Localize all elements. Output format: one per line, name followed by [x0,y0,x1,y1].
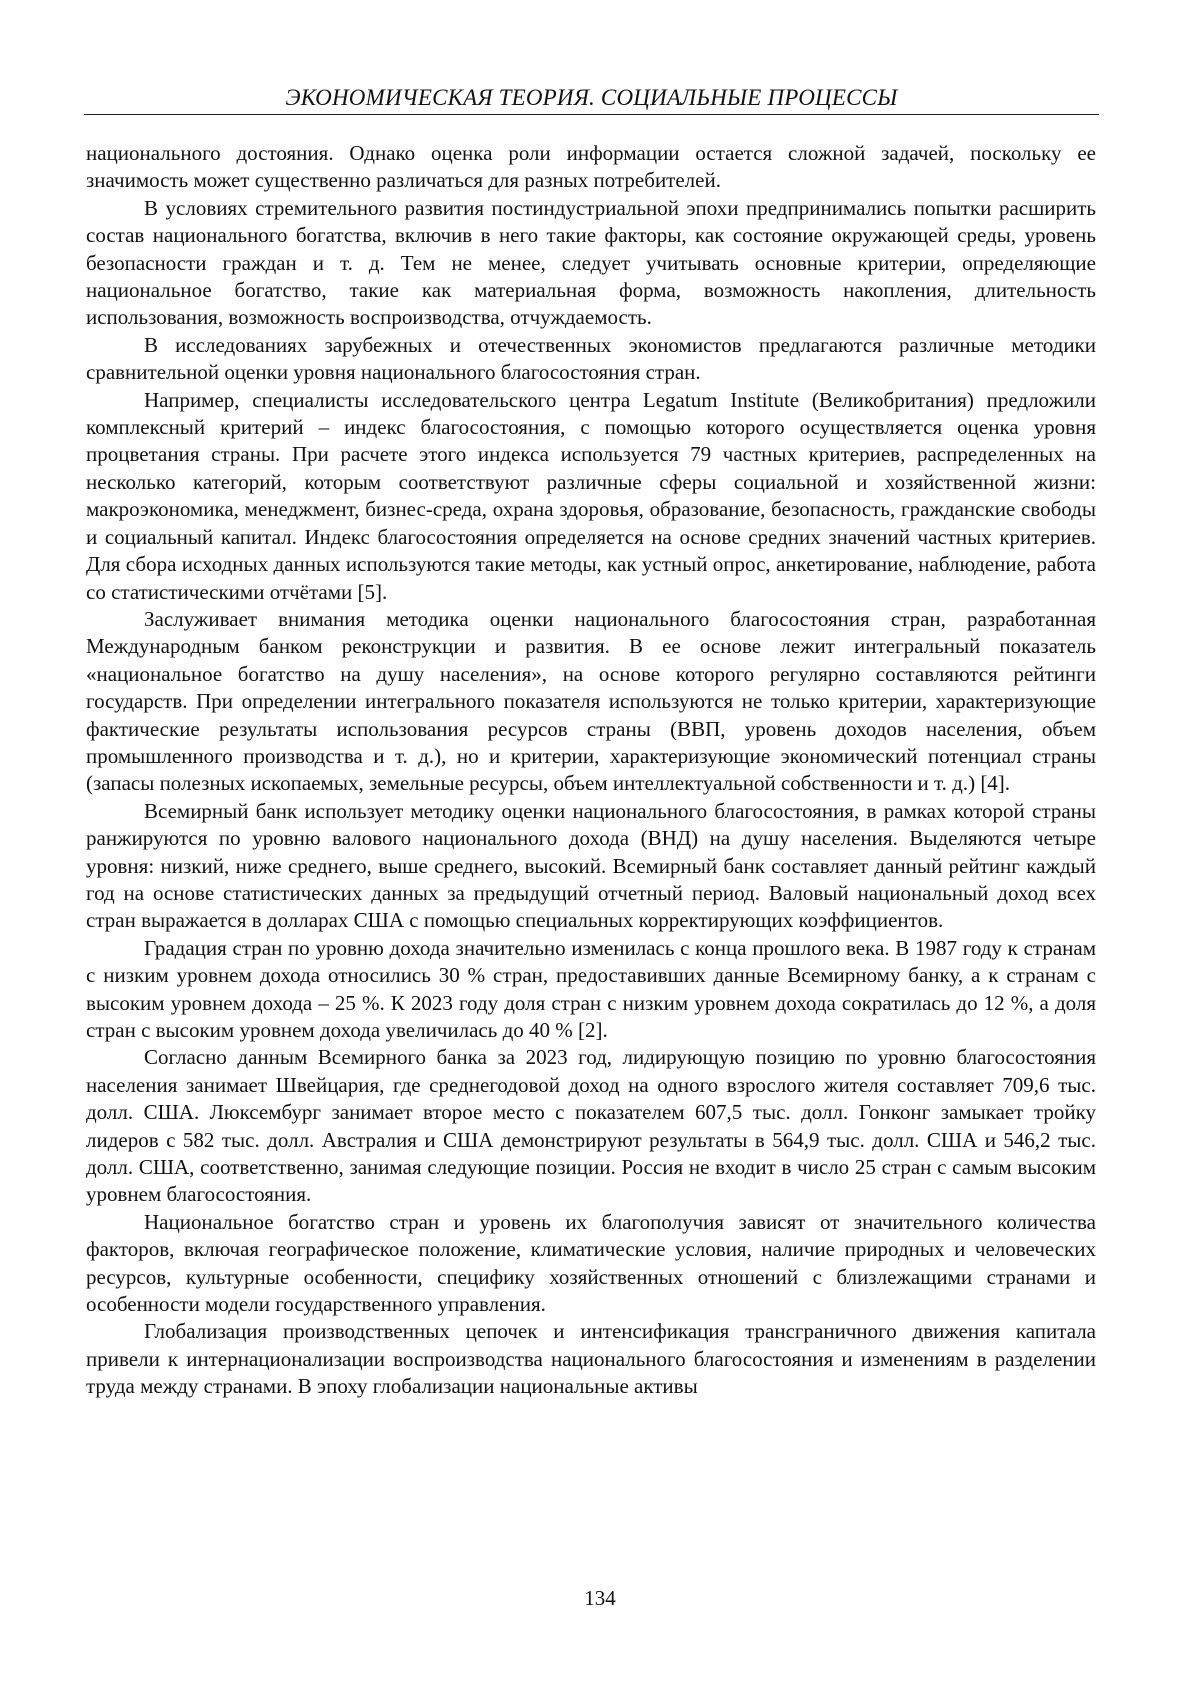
paragraph-3: В исследованиях зарубежных и отечественных экономистов предлагаются различные методики сравнительной оценки уровня национального благосостояния стран. [86,332,1096,387]
running-header: ЭКОНОМИЧЕСКАЯ ТЕОРИЯ. СОЦИАЛЬНЫЕ ПРОЦЕССЫ [84,84,1099,112]
paragraph-2: В условиях стремительного развития постиндустриальной эпохи предпринимались попытки расширить состав национального богатства, включив в него такие факторы, как состояние окружающей среды, уровень безопасности граждан и т. д. Тем не менее, следует учитывать основные критерии, определяющие национальное богатство, такие как материальная форма, возможность накопления, длительность использования, возможность воспроизводства, отчуждаемость. [86,195,1096,332]
header-rule [84,114,1099,115]
paragraph-8: Согласно данным Всемирного банка за 2023 год, лидирующую позицию по уровню благосостояния населения занимает Швейцария, где среднегодовой доход на одного взрослого жителя составляет 709,6 тыс. долл. США. Люксембург занимает второе место с показателем 607,5 тыс. долл. Гонконг замыкает тройку лидеров с 582 тыс. долл. Австралия и США демонстрируют результаты в 564,9 тыс. долл. США и 546,2 тыс. долл. США, соответственно, занимая следующие позиции. Россия не входит в число 25 стран с самым высоким уровнем благосостояния. [86,1044,1096,1208]
article-body [86,140,1096,1401]
paragraph-9: Национальное богатство стран и уровень их благополучия зависят от значительного количества факторов, включая географическое положение, климатические условия, наличие природных и человеческих ресурсов, культурные особенности, специфику хозяйственных отношений с близлежащими странами и особенности модели государственного управления. [86,1209,1096,1319]
paragraph-7: Градация стран по уровню дохода значительно изменилась с конца прошлого века. В 1987 году к странам с низким уровнем дохода относились 30 % стран, предоставивших данные Всемирному банку, а к странам с высоким уровнем дохода – 25 %. К 2023 году доля стран с низким уровнем дохода сократилась до 12 %, а доля стран с высоким уровнем дохода увеличилась до 40 % [2]. [86,935,1096,1045]
paragraph-4: Например, специалисты исследовательского центра Legatum Institute (Великобритания) предложили комплексный критерий – индекс благосостояния, с помощью которого осуществляется оценка уровня процветания страны. При расчете этого индекса используется 79 частных критериев, распределенных на несколько категорий, которым соответствуют различные сферы социальной и хозяйственной жизни: макроэкономика, менеджмент, бизнес-среда, охрана здоровья, образование, безопасность, гражданские свободы и социальный капитал. Индекс благосостояния определяется на основе средних значений частных критериев. Для сбора исходных данных используются такие методы, как устный опрос, анкетирование, наблюдение, работа со статистическими отчётами [5]. [86,387,1096,606]
paragraph-5: Заслуживает внимания методика оценки национального благосостояния стран, разработанная Международным банком реконструкции и развития. В ее основе лежит интегральный показатель «национальное богатство на душу населения», на основе которого регулярно составляются рейтинги государств. При определении интегрального показателя используются не только критерии, характеризующие фактические результаты использования ресурсов страны (ВВП, уровень доходов населения, объем промышленного производства и т. д.), но и критерии, характеризующие экономический потенциал страны (запасы полезных ископаемых, земельные ресурсы, объем интеллектуальной собственности и т. д.) [4]. [86,606,1096,798]
paragraph-6: Всемирный банк использует методику оценки национального благосостояния, в рамках которой страны ранжируются по уровню валового национального дохода (ВНД) на душу населения. Выделяются четыре уровня: низкий, ниже среднего, выше среднего, высокий. Всемирный банк составляет данный рейтинг каждый год на основе статистических данных за предыдущий отчетный период. Валовый национальный доход всех стран выражается в долларах США с помощью специальных корректирующих коэффициентов. [86,798,1096,935]
page-number: 134 [0,1585,1200,1611]
paragraph-1: национального достояния. Однако оценка роли информации остается сложной задачей, поскольку ее значимость может существенно различаться для разных потребителей. [86,140,1096,195]
paragraph-10: Глобализация производственных цепочек и интенсификация трансграничного движения капитала привели к интернационализации воспроизводства национального благосостояния и изменениям в разделении труда между странами. В эпоху глобализации национальные активы [86,1318,1096,1400]
